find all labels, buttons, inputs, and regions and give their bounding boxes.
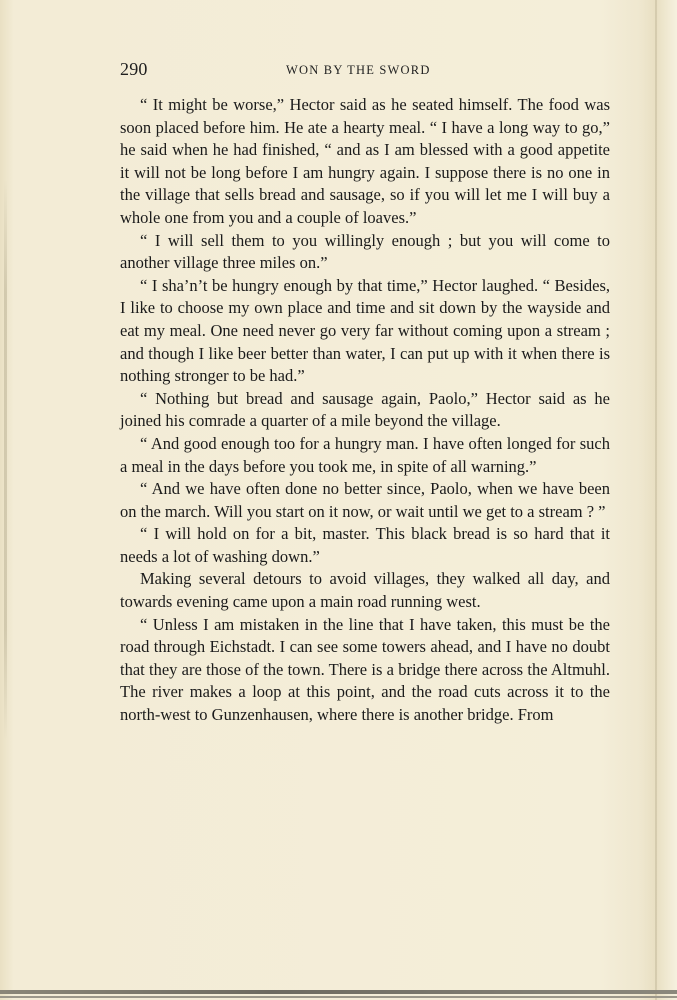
page-header [120,58,610,82]
page-number: 290 [120,59,148,79]
page-bottom-edge [0,990,677,994]
page-left-edge [4,180,7,740]
paragraph-6: “ And we have often done no better since, Paolo, when we have been on the march. Will you start on it now, or wait until we get to a stream ? ” [120,479,610,521]
paragraph-1: “ It might be worse,” Hector said as he seated himself. The food was soon placed before him. He ate a hearty meal. “ I have a long way to go,” he said when he had finished, “ and as I am blessed with a good appetite it will not be long before I am hungry again. I suppose there is no one in the village that sells bread and sausage, so if you will let me I will buy a whole one from you and a couple of loaves.” [120,95,610,227]
body-text [120,94,610,727]
paragraph-4: “ Nothing but bread and sausage again, Paolo,” Hector said as he joined his comrade a quarter of a mile beyond the village. [120,388,610,431]
paragraph-2: “ I will sell them to you willingly enough ; but you will come to another village three miles on.” [120,230,610,273]
paragraph-3: “ I sha’n’t be hungry enough by that time,” Hector laughed. “ Besides, I like to choose my own place and time and sit down by the wayside and eat my meal. One need never go very far without coming upon a stream ; and though I like beer better than water, I can put up with it when there is nothing stronger to be had.” [120,275,610,386]
page-right-edge [655,0,657,1000]
paragraph-9: “ Unless I am mistaken in the line that I have taken, this must be the road through Eichstadt. I can see some towers ahead, and I have no doubt that they are those of the town. There is a bridge there across the Altmuhl. The river makes a loop at this point, and the road cuts across it to the north-west to Gunzenhausen, where there is another bridge. From [120,614,610,725]
paragraph-8: Making several detours to avoid villages, they walked all day, and towards evening came upon a main road running west. [120,569,610,612]
running-head: WON BY THE SWORD [286,63,431,77]
paragraph-5: “ And good enough too for a hungry man. I have often longed for such a meal in the days before you took me, in spite of all warning.” [120,433,610,476]
paragraph-7: “ I will hold on for a bit, master. This black bread is so hard that it needs a lot of washing down.” [120,524,610,566]
page-bottom-edge-line [0,996,677,998]
